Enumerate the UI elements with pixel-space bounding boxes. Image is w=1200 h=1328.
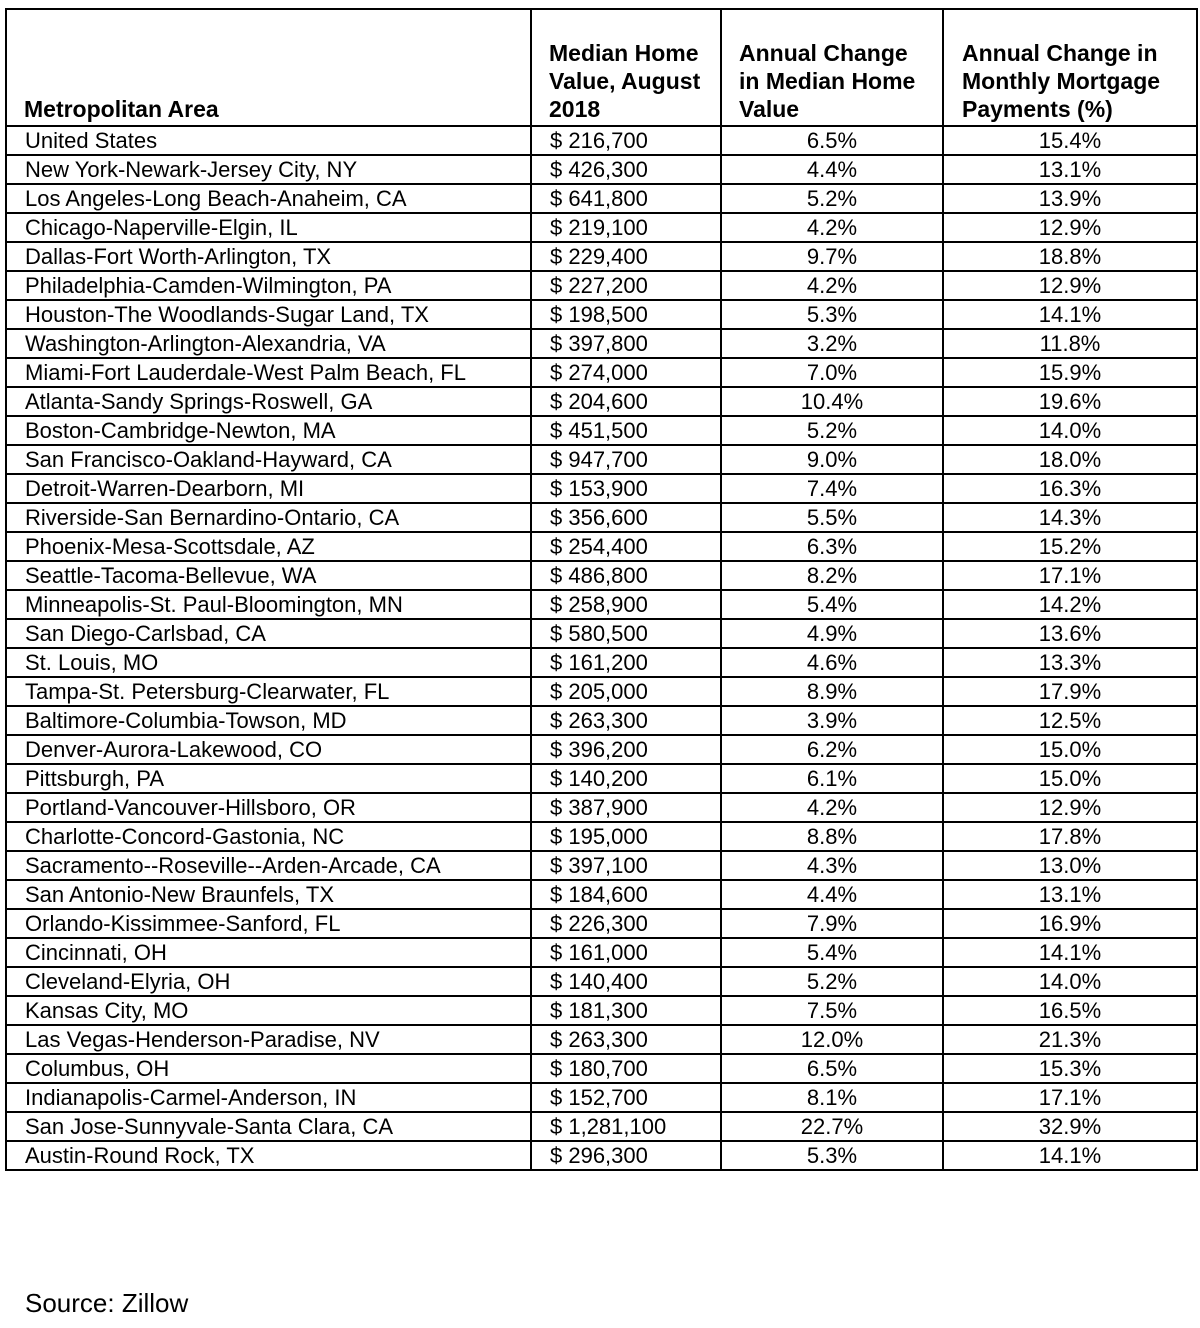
table-row xyxy=(6,213,1197,242)
cell-metropolitan-area: Miami-Fort Lauderdale-West Palm Beach, FL xyxy=(6,358,531,387)
source-note: Source: Zillow xyxy=(25,1288,189,1318)
cell-annual-change-value: 7.4% xyxy=(721,474,943,503)
cell-annual-change-mortgage: 17.9% xyxy=(943,677,1197,706)
cell-metropolitan-area: Columbus, OH xyxy=(6,1054,531,1083)
table-row xyxy=(6,300,1197,329)
cell-annual-change-mortgage: 15.4% xyxy=(943,126,1197,155)
cell-annual-change-value: 4.2% xyxy=(721,793,943,822)
cell-annual-change-value: 8.8% xyxy=(721,822,943,851)
table-header xyxy=(6,9,1197,126)
cell-annual-change-value: 4.9% xyxy=(721,619,943,648)
cell-annual-change-value: 6.3% xyxy=(721,532,943,561)
cell-median-home-value: $ 947,700 xyxy=(531,445,721,474)
table-row xyxy=(6,648,1197,677)
cell-median-home-value: $ 451,500 xyxy=(531,416,721,445)
cell-annual-change-mortgage: 13.1% xyxy=(943,880,1197,909)
cell-annual-change-mortgage: 11.8% xyxy=(943,329,1197,358)
cell-annual-change-value: 5.3% xyxy=(721,300,943,329)
cell-annual-change-mortgage: 17.8% xyxy=(943,822,1197,851)
cell-metropolitan-area: Denver-Aurora-Lakewood, CO xyxy=(6,735,531,764)
cell-annual-change-mortgage: 15.0% xyxy=(943,764,1197,793)
table-row xyxy=(6,1083,1197,1112)
cell-annual-change-mortgage: 12.9% xyxy=(943,793,1197,822)
cell-annual-change-mortgage: 32.9% xyxy=(943,1112,1197,1141)
cell-median-home-value: $ 226,300 xyxy=(531,909,721,938)
cell-annual-change-value: 4.2% xyxy=(721,271,943,300)
cell-median-home-value: $ 161,000 xyxy=(531,938,721,967)
cell-annual-change-value: 10.4% xyxy=(721,387,943,416)
cell-annual-change-mortgage: 14.1% xyxy=(943,300,1197,329)
table-row xyxy=(6,851,1197,880)
cell-metropolitan-area: Orlando-Kissimmee-Sanford, FL xyxy=(6,909,531,938)
table-row xyxy=(6,996,1197,1025)
cell-median-home-value: $ 296,300 xyxy=(531,1141,721,1170)
cell-annual-change-value: 22.7% xyxy=(721,1112,943,1141)
cell-annual-change-mortgage: 15.3% xyxy=(943,1054,1197,1083)
cell-metropolitan-area: United States xyxy=(6,126,531,155)
cell-median-home-value: $ 198,500 xyxy=(531,300,721,329)
cell-annual-change-mortgage: 14.0% xyxy=(943,967,1197,996)
cell-annual-change-value: 3.2% xyxy=(721,329,943,358)
cell-metropolitan-area: Chicago-Naperville-Elgin, IL xyxy=(6,213,531,242)
cell-median-home-value: $ 140,200 xyxy=(531,764,721,793)
cell-metropolitan-area: Cincinnati, OH xyxy=(6,938,531,967)
cell-metropolitan-area: Los Angeles-Long Beach-Anaheim, CA xyxy=(6,184,531,213)
table-row xyxy=(6,706,1197,735)
table-row xyxy=(6,793,1197,822)
cell-annual-change-value: 5.2% xyxy=(721,967,943,996)
cell-metropolitan-area: Indianapolis-Carmel-Anderson, IN xyxy=(6,1083,531,1112)
cell-metropolitan-area: Kansas City, MO xyxy=(6,996,531,1025)
table-row xyxy=(6,619,1197,648)
cell-metropolitan-area: Washington-Arlington-Alexandria, VA xyxy=(6,329,531,358)
table-row xyxy=(6,1112,1197,1141)
cell-metropolitan-area: Atlanta-Sandy Springs-Roswell, GA xyxy=(6,387,531,416)
cell-annual-change-mortgage: 16.5% xyxy=(943,996,1197,1025)
cell-metropolitan-area: Pittsburgh, PA xyxy=(6,764,531,793)
cell-metropolitan-area: Tampa-St. Petersburg-Clearwater, FL xyxy=(6,677,531,706)
header-row xyxy=(6,9,1197,126)
cell-metropolitan-area: Detroit-Warren-Dearborn, MI xyxy=(6,474,531,503)
cell-metropolitan-area: Seattle-Tacoma-Bellevue, WA xyxy=(6,561,531,590)
cell-annual-change-mortgage: 13.0% xyxy=(943,851,1197,880)
table-row xyxy=(6,1054,1197,1083)
cell-metropolitan-area: Baltimore-Columbia-Towson, MD xyxy=(6,706,531,735)
cell-annual-change-mortgage: 15.2% xyxy=(943,532,1197,561)
cell-annual-change-mortgage: 14.3% xyxy=(943,503,1197,532)
cell-median-home-value: $ 580,500 xyxy=(531,619,721,648)
header-metropolitan-area: Metropolitan Area xyxy=(6,9,531,126)
cell-metropolitan-area: Portland-Vancouver-Hillsboro, OR xyxy=(6,793,531,822)
table-row xyxy=(6,590,1197,619)
cell-metropolitan-area: Cleveland-Elyria, OH xyxy=(6,967,531,996)
cell-annual-change-mortgage: 14.1% xyxy=(943,1141,1197,1170)
cell-annual-change-value: 5.2% xyxy=(721,416,943,445)
header-annual-change-value: Annual Change in Median Home Value xyxy=(721,9,943,126)
cell-metropolitan-area: San Francisco-Oakland-Hayward, CA xyxy=(6,445,531,474)
cell-annual-change-value: 5.5% xyxy=(721,503,943,532)
cell-metropolitan-area: St. Louis, MO xyxy=(6,648,531,677)
cell-metropolitan-area: San Jose-Sunnyvale-Santa Clara, CA xyxy=(6,1112,531,1141)
cell-annual-change-mortgage: 17.1% xyxy=(943,561,1197,590)
cell-annual-change-mortgage: 12.9% xyxy=(943,271,1197,300)
cell-median-home-value: $ 184,600 xyxy=(531,880,721,909)
table-row xyxy=(6,445,1197,474)
table-row xyxy=(6,822,1197,851)
table-row xyxy=(6,677,1197,706)
table-row xyxy=(6,735,1197,764)
cell-annual-change-value: 7.9% xyxy=(721,909,943,938)
cell-annual-change-mortgage: 16.3% xyxy=(943,474,1197,503)
cell-annual-change-value: 5.4% xyxy=(721,590,943,619)
cell-median-home-value: $ 152,700 xyxy=(531,1083,721,1112)
table-row xyxy=(6,184,1197,213)
table-row xyxy=(6,126,1197,155)
cell-annual-change-mortgage: 13.3% xyxy=(943,648,1197,677)
cell-annual-change-value: 3.9% xyxy=(721,706,943,735)
cell-annual-change-mortgage: 18.8% xyxy=(943,242,1197,271)
cell-annual-change-mortgage: 13.1% xyxy=(943,155,1197,184)
cell-annual-change-mortgage: 21.3% xyxy=(943,1025,1197,1054)
cell-annual-change-value: 8.2% xyxy=(721,561,943,590)
cell-metropolitan-area: Minneapolis-St. Paul-Bloomington, MN xyxy=(6,590,531,619)
cell-metropolitan-area: New York-Newark-Jersey City, NY xyxy=(6,155,531,184)
cell-median-home-value: $ 258,900 xyxy=(531,590,721,619)
cell-annual-change-value: 4.6% xyxy=(721,648,943,677)
cell-metropolitan-area: Austin-Round Rock, TX xyxy=(6,1141,531,1170)
cell-annual-change-value: 8.9% xyxy=(721,677,943,706)
cell-annual-change-value: 6.1% xyxy=(721,764,943,793)
cell-annual-change-mortgage: 12.5% xyxy=(943,706,1197,735)
cell-annual-change-value: 7.5% xyxy=(721,996,943,1025)
cell-median-home-value: $ 205,000 xyxy=(531,677,721,706)
cell-annual-change-value: 5.3% xyxy=(721,1141,943,1170)
cell-annual-change-mortgage: 19.6% xyxy=(943,387,1197,416)
cell-metropolitan-area: San Diego-Carlsbad, CA xyxy=(6,619,531,648)
cell-median-home-value: $ 1,281,100 xyxy=(531,1112,721,1141)
cell-annual-change-mortgage: 13.6% xyxy=(943,619,1197,648)
cell-annual-change-value: 6.2% xyxy=(721,735,943,764)
cell-annual-change-mortgage: 14.1% xyxy=(943,938,1197,967)
cell-median-home-value: $ 641,800 xyxy=(531,184,721,213)
cell-median-home-value: $ 161,200 xyxy=(531,648,721,677)
cell-annual-change-mortgage: 17.1% xyxy=(943,1083,1197,1112)
table-row xyxy=(6,416,1197,445)
cell-median-home-value: $ 396,200 xyxy=(531,735,721,764)
cell-median-home-value: $ 180,700 xyxy=(531,1054,721,1083)
cell-annual-change-mortgage: 14.0% xyxy=(943,416,1197,445)
cell-metropolitan-area: Phoenix-Mesa-Scottsdale, AZ xyxy=(6,532,531,561)
cell-annual-change-value: 4.4% xyxy=(721,155,943,184)
table-row xyxy=(6,532,1197,561)
cell-median-home-value: $ 229,400 xyxy=(531,242,721,271)
cell-annual-change-value: 4.2% xyxy=(721,213,943,242)
table-row xyxy=(6,880,1197,909)
cell-annual-change-value: 7.0% xyxy=(721,358,943,387)
cell-median-home-value: $ 356,600 xyxy=(531,503,721,532)
header-annual-change-mortgage: Annual Change in Monthly Mortgage Payments (%) xyxy=(943,9,1197,126)
cell-median-home-value: $ 181,300 xyxy=(531,996,721,1025)
table-row xyxy=(6,938,1197,967)
cell-annual-change-value: 9.0% xyxy=(721,445,943,474)
cell-annual-change-value: 12.0% xyxy=(721,1025,943,1054)
cell-median-home-value: $ 274,000 xyxy=(531,358,721,387)
cell-annual-change-value: 4.4% xyxy=(721,880,943,909)
cell-median-home-value: $ 486,800 xyxy=(531,561,721,590)
table-row xyxy=(6,1025,1197,1054)
table-row xyxy=(6,561,1197,590)
cell-annual-change-mortgage: 18.0% xyxy=(943,445,1197,474)
cell-annual-change-mortgage: 15.9% xyxy=(943,358,1197,387)
cell-annual-change-mortgage: 14.2% xyxy=(943,590,1197,619)
cell-metropolitan-area: Las Vegas-Henderson-Paradise, NV xyxy=(6,1025,531,1054)
cell-annual-change-mortgage: 13.9% xyxy=(943,184,1197,213)
cell-median-home-value: $ 387,900 xyxy=(531,793,721,822)
cell-median-home-value: $ 204,600 xyxy=(531,387,721,416)
cell-median-home-value: $ 219,100 xyxy=(531,213,721,242)
cell-median-home-value: $ 263,300 xyxy=(531,706,721,735)
cell-annual-change-value: 6.5% xyxy=(721,126,943,155)
cell-median-home-value: $ 227,200 xyxy=(531,271,721,300)
cell-metropolitan-area: Boston-Cambridge-Newton, MA xyxy=(6,416,531,445)
cell-annual-change-mortgage: 15.0% xyxy=(943,735,1197,764)
cell-median-home-value: $ 195,000 xyxy=(531,822,721,851)
cell-annual-change-value: 8.1% xyxy=(721,1083,943,1112)
table-row xyxy=(6,474,1197,503)
table-row xyxy=(6,764,1197,793)
cell-median-home-value: $ 140,400 xyxy=(531,967,721,996)
table-row xyxy=(6,242,1197,271)
table-row xyxy=(6,271,1197,300)
table-row xyxy=(6,329,1197,358)
cell-annual-change-value: 9.7% xyxy=(721,242,943,271)
table-row xyxy=(6,358,1197,387)
cell-metropolitan-area: Riverside-San Bernardino-Ontario, CA xyxy=(6,503,531,532)
cell-metropolitan-area: Charlotte-Concord-Gastonia, NC xyxy=(6,822,531,851)
cell-median-home-value: $ 153,900 xyxy=(531,474,721,503)
cell-median-home-value: $ 263,300 xyxy=(531,1025,721,1054)
table-row xyxy=(6,155,1197,184)
header-median-home-value: Median Home Value, August 2018 xyxy=(531,9,721,126)
cell-metropolitan-area: Philadelphia-Camden-Wilmington, PA xyxy=(6,271,531,300)
cell-annual-change-value: 5.4% xyxy=(721,938,943,967)
cell-metropolitan-area: Houston-The Woodlands-Sugar Land, TX xyxy=(6,300,531,329)
table-row xyxy=(6,909,1197,938)
cell-metropolitan-area: Dallas-Fort Worth-Arlington, TX xyxy=(6,242,531,271)
home-value-table xyxy=(5,8,1198,1171)
cell-median-home-value: $ 397,100 xyxy=(531,851,721,880)
cell-annual-change-mortgage: 16.9% xyxy=(943,909,1197,938)
cell-annual-change-value: 5.2% xyxy=(721,184,943,213)
cell-median-home-value: $ 426,300 xyxy=(531,155,721,184)
cell-annual-change-value: 4.3% xyxy=(721,851,943,880)
cell-annual-change-value: 6.5% xyxy=(721,1054,943,1083)
cell-median-home-value: $ 216,700 xyxy=(531,126,721,155)
cell-annual-change-mortgage: 12.9% xyxy=(943,213,1197,242)
cell-metropolitan-area: San Antonio-New Braunfels, TX xyxy=(6,880,531,909)
cell-median-home-value: $ 254,400 xyxy=(531,532,721,561)
table-row xyxy=(6,387,1197,416)
cell-median-home-value: $ 397,800 xyxy=(531,329,721,358)
cell-metropolitan-area: Sacramento--Roseville--Arden-Arcade, CA xyxy=(6,851,531,880)
table-body xyxy=(6,126,1197,1170)
table-row xyxy=(6,503,1197,532)
table-row xyxy=(6,967,1197,996)
table-row xyxy=(6,1141,1197,1170)
